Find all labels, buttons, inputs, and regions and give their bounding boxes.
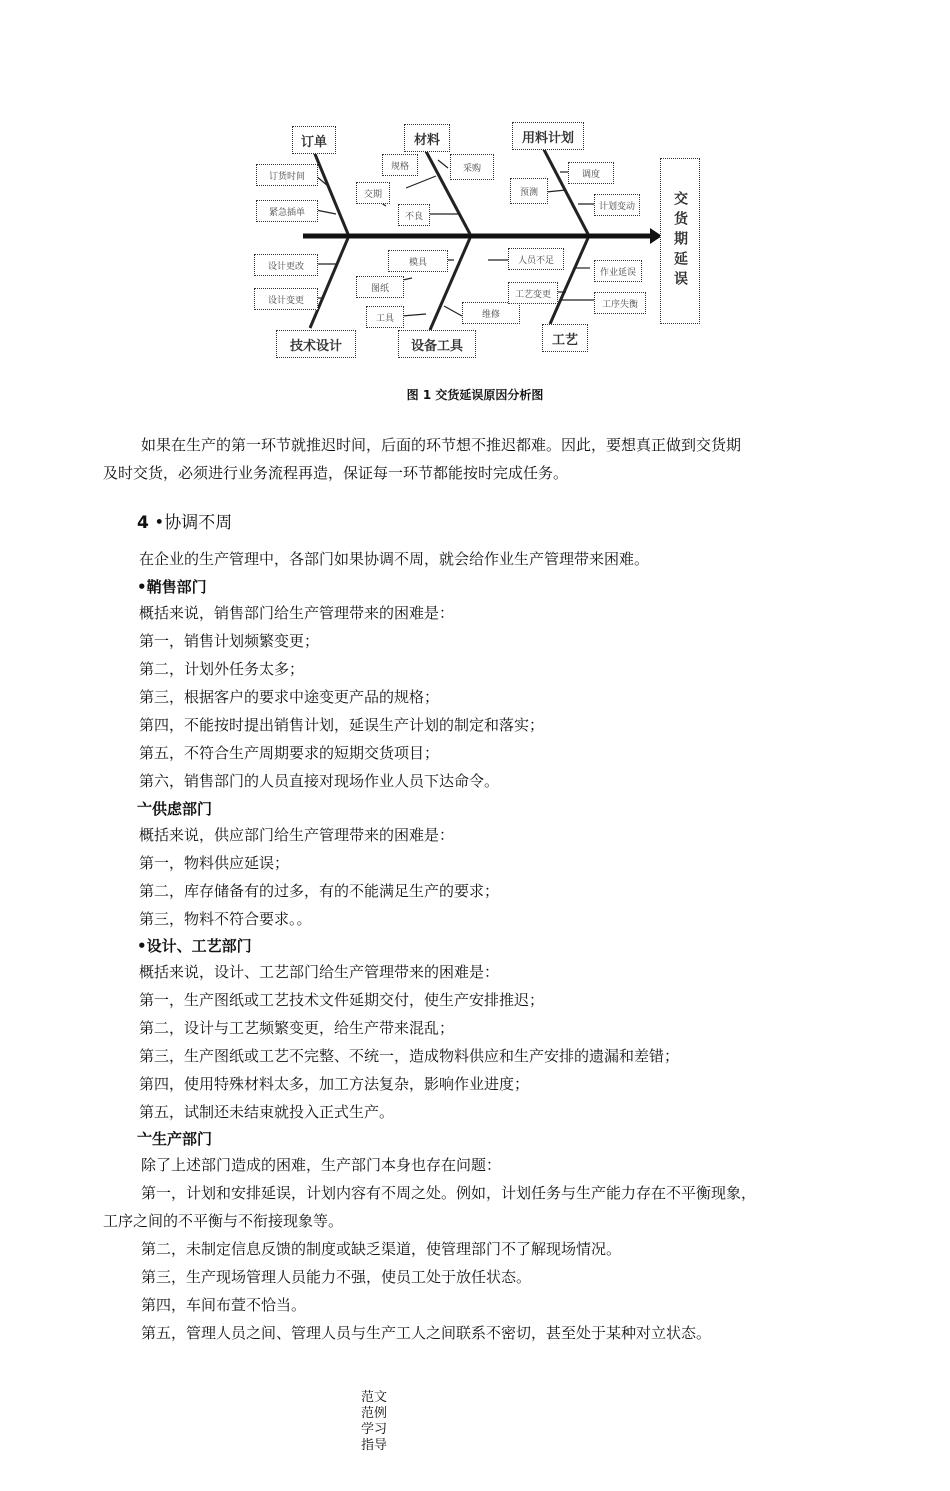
cause-label: 不良 [398, 204, 430, 226]
list-item: 第二，库存储备有的过多，有的不能满足生产的要求； [139, 882, 500, 900]
footer-note [361, 1390, 387, 1454]
production-heading: 亠生产部门 [137, 1130, 213, 1148]
list-item: 第三，根据客户的要求中途变更产品的规格； [139, 688, 440, 706]
list-item: 第四，车间布萱不恰当。 [141, 1296, 307, 1314]
cause-label: 计划变动 [594, 194, 640, 216]
list-item: 第三，物料不符合要求。。 [139, 910, 312, 928]
cause-label: 图纸 [356, 276, 404, 298]
category-process: 工艺 [542, 324, 588, 352]
list-item: 第一，生产图纸或工艺技术文件延期交付，使生产安排推迟； [139, 991, 545, 1009]
list-item: 第三，生产现场管理人员能力不强，使员工处于放任状态。 [141, 1268, 532, 1286]
cause-label: 调度 [568, 162, 614, 184]
design-lead: 概括来说，设计、工艺部门给生产管理带来的困难是： [139, 963, 500, 981]
category-plan: 用料计划 [512, 122, 584, 150]
list-item: 第二，计划外任务太多； [139, 660, 305, 678]
sales-lead: 概括来说，销售部门给生产管理带来的困难是： [139, 604, 455, 622]
cause-label: 人员不足 [508, 248, 564, 270]
category-tech: 技术设计 [276, 330, 356, 358]
supply-heading: 亠供虑部门 [137, 800, 213, 818]
cause-label: 规格 [382, 154, 418, 176]
footer-line: 范例 [361, 1406, 388, 1421]
cause-label: 订货时间 [256, 164, 318, 186]
list-item: 第一，计划和安排延误，计划内容有不周之处。例如，计划任务与生产能力存在不平衡现象， [141, 1184, 757, 1202]
cause-label: 工艺变更 [508, 282, 558, 304]
list-item: 第三，生产图纸或工艺不完整、不统一，造成物料供应和生产安排的遗漏和差错； [139, 1047, 680, 1065]
list-item: 第一，物料供应延误； [139, 854, 290, 872]
cause-label: 工具 [366, 306, 404, 328]
list-item: 第四，不能按时提出销售计划，延误生产计划的制定和落实； [139, 716, 545, 734]
list-item: 第四，使用特殊材料太多，加工方法复杂，影响作业进度； [139, 1075, 530, 1093]
category-material: 材料 [404, 124, 450, 152]
list-item: 第五，管理人员之间、管理人员与生产工人之间联系不密切，甚至处于某种对立状态。 [141, 1324, 712, 1342]
cause-label: 设计更改 [254, 254, 318, 276]
cause-label: 工序失衡 [594, 292, 646, 314]
cause-label: 预测 [510, 178, 548, 204]
category-equipment: 设备工具 [398, 330, 476, 358]
list-item: 第二，未制定信息反馈的制度或缺乏渠道，使管理部门不了解现场情况。 [141, 1240, 622, 1258]
section-title: •协调不周 [148, 513, 233, 533]
list-item: 第五，试制还未结束就投入正式生产。 [139, 1103, 395, 1121]
category-order: 订单 [292, 126, 336, 154]
design-heading: •设计、工艺部门 [137, 937, 252, 955]
footer-line: 范文 [361, 1390, 388, 1405]
list-item: 第五，不符合生产周期要求的短期交货项目； [139, 744, 440, 762]
cause-label: 模具 [388, 250, 448, 272]
sales-heading: •鞘售部门 [137, 578, 207, 596]
supply-lead: 概括来说，供应部门给生产管理带来的困难是： [139, 826, 455, 844]
footer-line: 学习 [361, 1422, 388, 1437]
cause-label: 作业延误 [594, 260, 642, 282]
list-item: 第六，销售部门的人员直接对现场作业人员下达命令。 [139, 772, 500, 790]
paragraph-line: 及时交货，必须进行业务流程再造，保证每一环节都能按时完成任务。 [103, 464, 569, 482]
cause-label: 交期 [356, 182, 390, 204]
section-heading [137, 508, 232, 533]
cause-label: 设计变更 [254, 288, 318, 310]
section-number: 4 [137, 513, 149, 533]
section-intro: 在企业的生产管理中，各部门如果协调不周，就会给作业生产管理带来困难。 [139, 550, 650, 568]
list-item: 第二，设计与工艺频繁变更，给生产带来混乱； [139, 1019, 455, 1037]
cause-label: 紧急插单 [256, 200, 318, 222]
figure-caption: 图 1 交货延误原因分析图 [406, 388, 544, 402]
production-lead: 除了上述部门造成的困难，生产部门本身也存在问题： [141, 1156, 502, 1174]
fishbone-head: 交货期延误 [660, 158, 700, 324]
paragraph-line: 如果在生产的第一环节就推迟时间，后面的环节想不推迟都难。因此，要想真正做到交货期 [141, 436, 742, 454]
list-item: 第一，销售计划频繁变更； [139, 632, 320, 650]
list-item: 工序之间的不平衡与不衔接现象等。 [103, 1212, 344, 1230]
cause-label: 维修 [462, 302, 520, 324]
footer-line: 指导 [361, 1438, 388, 1453]
cause-label: 采购 [450, 154, 494, 180]
fishbone-figure [248, 118, 704, 360]
